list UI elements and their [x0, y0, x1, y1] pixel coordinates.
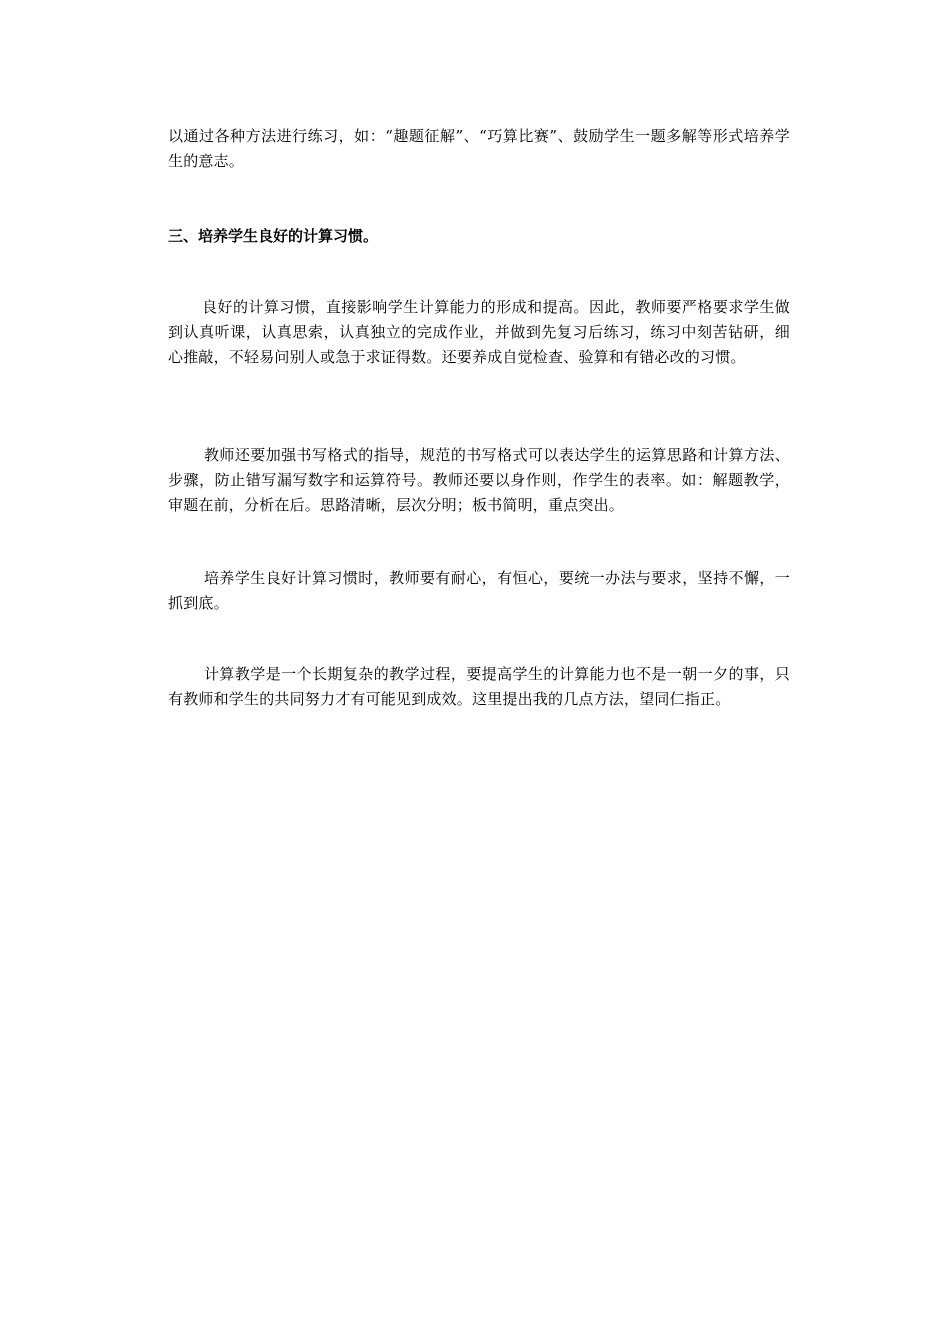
section-heading-habits: 三、培养学生良好的计算习惯。 [168, 227, 379, 245]
paragraph-good-habits: 良好的计算习惯，直接影响学生计算能力的形成和提高。因此，教师要严格要求学生做到认真听课，认真思索，认真独立的完成作业，并做到先复习后练习，练习中刻苦钻研，细心推敲，不轻易问别人或急于求证得数。还要养成自觉检查、验算和有错必改的习惯。 [168, 298, 790, 366]
paragraph-practice-methods: 以通过各种方法进行练习，如：“趣题征解”、“巧算比赛”、鼓励学生一题多解等形式培养学生的意志。 [168, 127, 790, 170]
paragraph-conclusion: 计算教学是一个长期复杂的教学过程，要提高学生的计算能力也不是一朝一夕的事，只有教师和学生的共同努力才有可能见到成效。这里提出我的几点方法，望同仁指正。 [168, 665, 790, 708]
paragraph-writing-format: 教师还要加强书写格式的指导，规范的书写格式可以表达学生的运算思路和计算方法、步骤，防止错写漏写数字和运算符号。教师还要以身作则，作学生的表率。如：解题教学，审题在前，分析在后。思路清晰，层次分明；板书简明，重点突出。 [168, 446, 790, 514]
paragraph-patience: 培养学生良好计算习惯时，教师要有耐心，有恒心，要统一办法与要求，坚持不懈，一抓到底。 [168, 569, 790, 612]
